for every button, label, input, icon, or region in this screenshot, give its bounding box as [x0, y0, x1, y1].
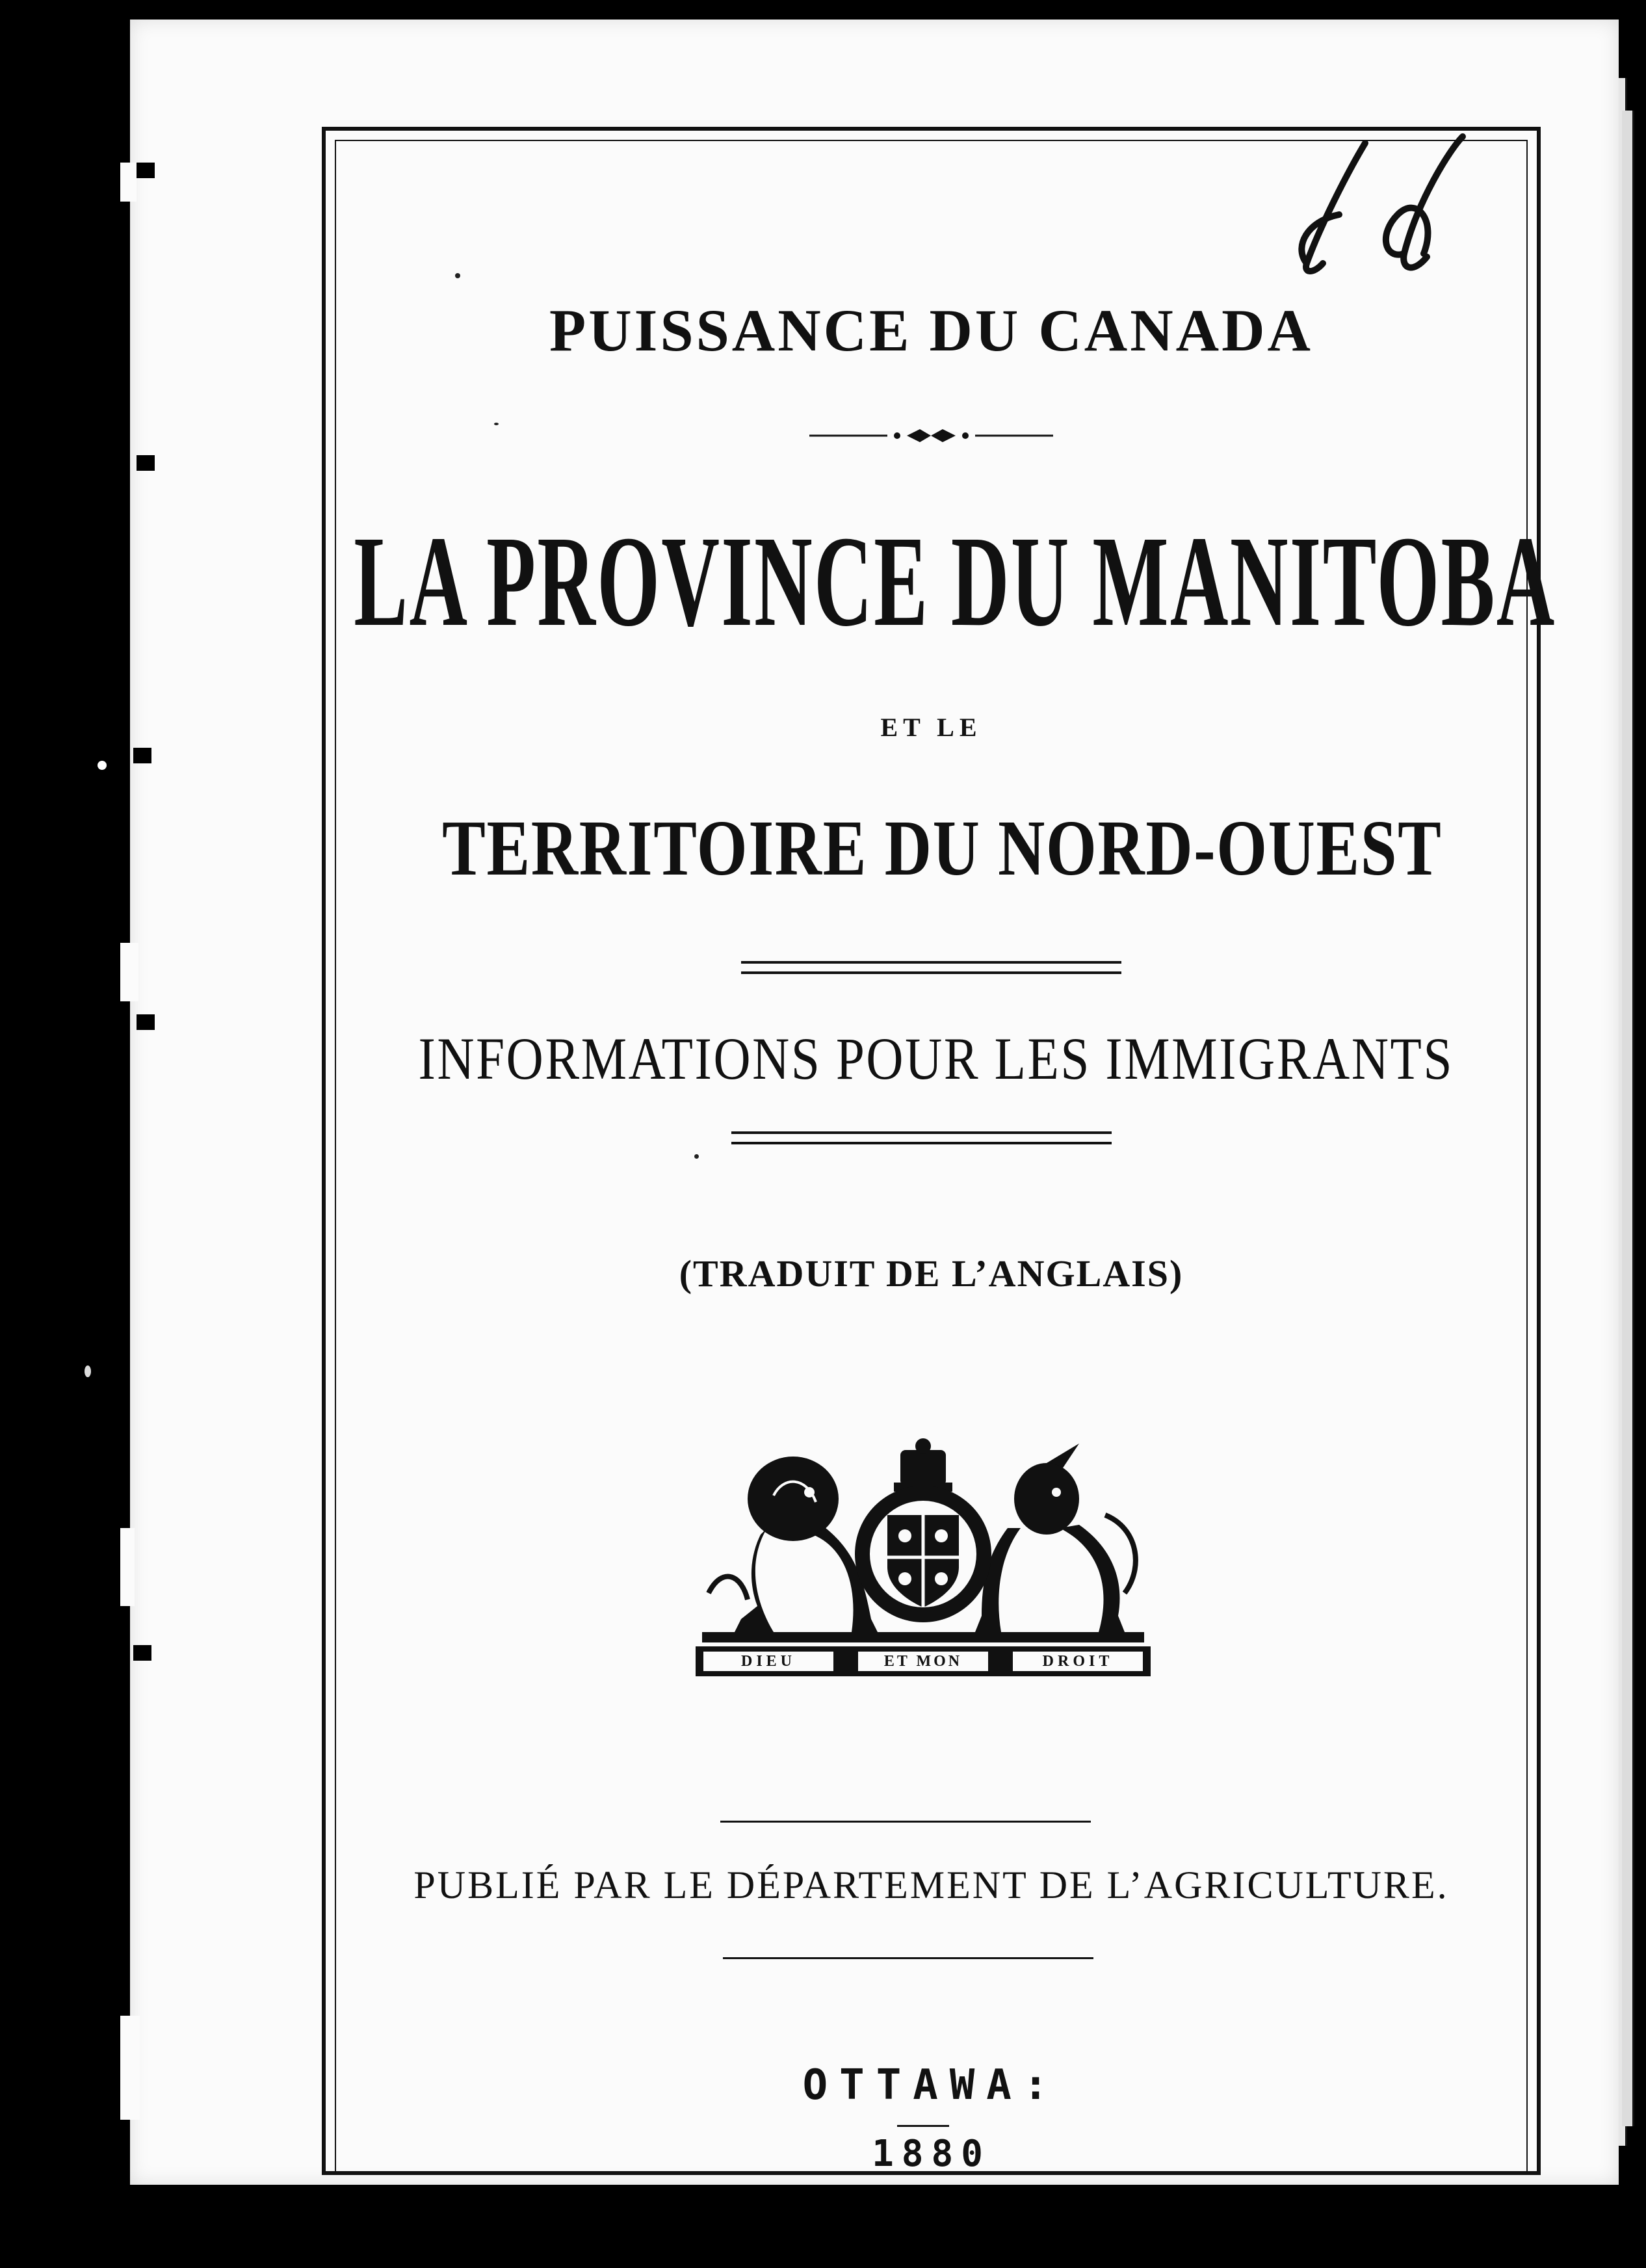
binding-notch — [137, 455, 155, 471]
double-rule — [731, 1131, 1112, 1144]
double-rule — [741, 961, 1121, 974]
publication-year: 1880 — [872, 2133, 991, 2175]
divider-rule — [723, 1957, 1093, 1959]
conjunction-text: ET LE — [880, 713, 982, 742]
binding-notch — [133, 748, 151, 763]
header-line: PUISSANCE DU CANADA — [549, 297, 1313, 363]
torn-edge — [120, 943, 138, 1001]
subtitle: TERRITOIRE DU NORD-OUEST — [442, 804, 1443, 892]
torn-edge — [120, 163, 137, 202]
place-of-publication: OTTAWA: — [802, 2061, 1060, 2109]
handwritten-number-icon — [1268, 124, 1489, 293]
motto-left: DIEU — [740, 1653, 796, 1670]
torn-edge — [120, 2016, 140, 2120]
translation-note: (TRADUIT DE L’ANGLAIS) — [679, 1252, 1184, 1295]
short-rule — [897, 2125, 949, 2127]
binding-notch — [137, 163, 155, 178]
binding-notch — [133, 1645, 151, 1661]
motto-center: ET MON — [883, 1653, 963, 1670]
royal-coat-of-arms-icon — [696, 1437, 1151, 1684]
publisher-line: PUBLIÉ PAR LE DÉPARTEMENT DE L’AGRICULTURE. — [413, 1864, 1449, 1906]
binding-notch — [137, 1014, 155, 1030]
motto-right: DROIT — [1042, 1653, 1114, 1670]
divider-rule — [720, 1821, 1091, 1823]
page-stack-edge — [1622, 111, 1634, 2126]
purpose-line: INFORMATIONS POUR LES IMMIGRANTS — [418, 1025, 1454, 1092]
torn-edge — [120, 1528, 135, 1606]
ornament-divider-icon — [809, 423, 1053, 449]
main-title: LA PROVINCE DU MANITOBA — [354, 510, 1556, 653]
